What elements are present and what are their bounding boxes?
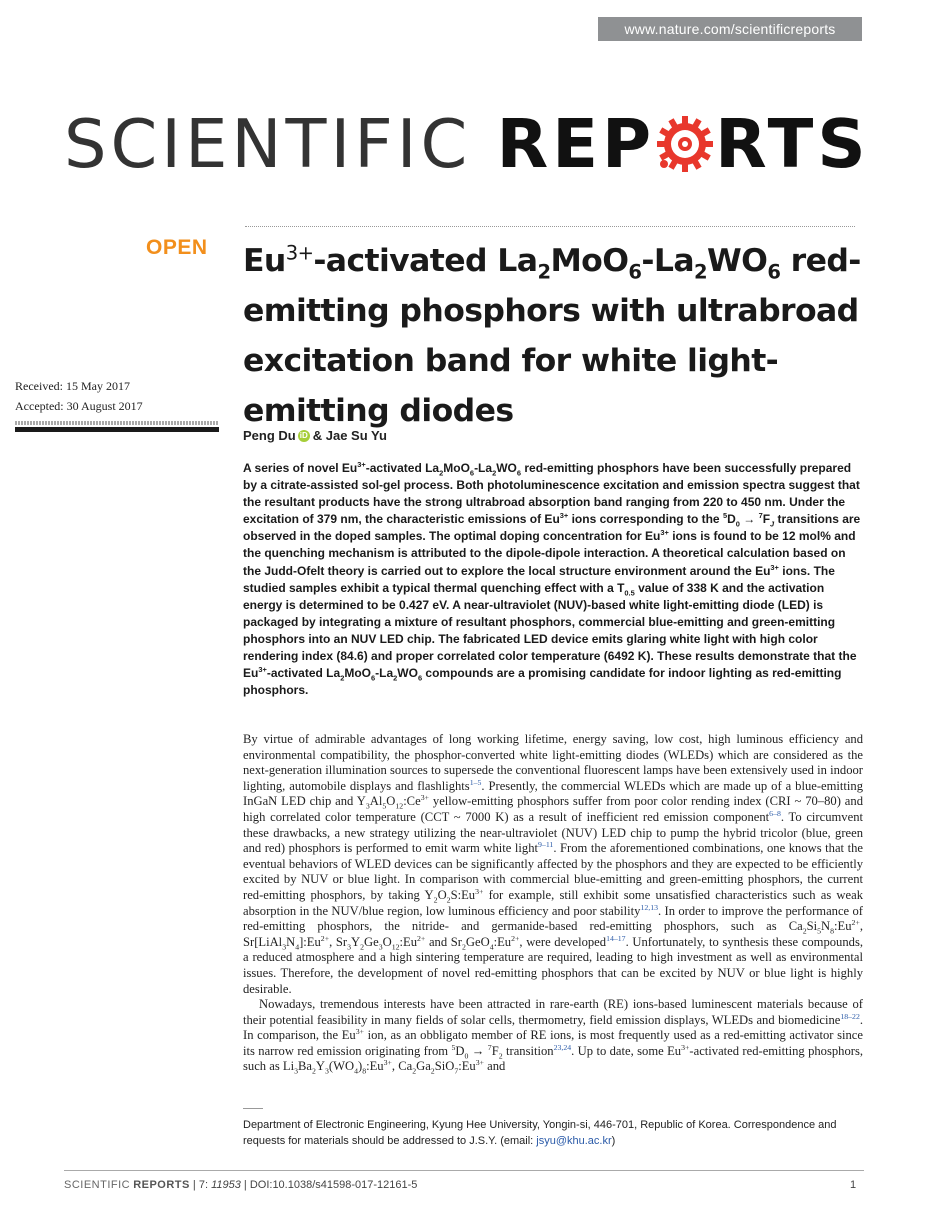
page-footer: SCIENTIFIC REPORTS | 7: 11953 | DOI:10.1038/s41598-017-12161-5	[64, 1179, 418, 1191]
author-list	[243, 428, 387, 444]
journal-url[interactable]: www.nature.com/scientificreports	[598, 17, 862, 41]
citation-link[interactable]: 14–17	[606, 933, 626, 943]
masthead-bold-pre: REP	[496, 105, 656, 183]
doi-text: | DOI:10.1038/s41598-017-12161-5	[240, 1179, 418, 1191]
gear-logo-icon	[655, 114, 715, 174]
citation-link[interactable]: 23,24	[553, 1042, 572, 1052]
correspondence-email-link[interactable]: jsyu@khu.ac.kr	[536, 1135, 612, 1147]
orcid-icon[interactable]: iD	[299, 430, 308, 440]
masthead-divider	[245, 226, 855, 227]
paragraph-2: Nowadays, tremendous interests have been attracted in rare-earth (RE) ions-based luminescent materials because of their potential feasibility in many fields of solar cells, thermometry, field emission displays, WLEDs and biomedicine$^{18-22}$. In comparison, the $Eu^{3+}$ ion, as an obbligato member of RE ions, is most frequently used as a red-emitting activator since its narrow red emission originating from $^5D_0 \to ^7F_2$ transition$^{23,24}$. Up to date, some $Eu^{3+}$-activated red-emitting phosphors, such as $Li_3Ba_2Y_3(WO_4)_8:Eu^{3+}$, $Ca_2Ga_2SiO_7:Eu^{3+}$ and	[243, 997, 863, 1076]
article-title: $Eu^{3+}$-activated $La_2MoO_6-La_2WO_6$ red-emitting phosphors with ultrabroad excitation band for white light-emitting diodes	[243, 241, 861, 429]
affiliation-divider	[243, 1108, 263, 1109]
sidebar-divider	[15, 421, 219, 435]
citation-link[interactable]: 1–5	[469, 777, 482, 787]
citation-link[interactable]: 6–8	[769, 808, 781, 818]
accepted-date: Accepted: 30 August 2017	[15, 399, 143, 413]
author-peng-du[interactable]: Peng Du	[243, 428, 296, 443]
main-text	[243, 732, 863, 1075]
abstract: A series of novel $Eu^{3+}$-activated $La_2MoO_6-La_2WO_6$ red-emitting phosphors have been successfully prepared by a citrate-assisted sol-gel process. Both photoluminescence excitation and emission spectra suggest that the resultant products have the strong ultrabroad absorption band ranging from 220 to 450 nm. Under the excitation of 379 nm, the characteristic emissions of $Eu^{3+}$ ions corresponding to the $^5D_0 \to ^7F_J$ transitions are observed in the doped samples. The optimal doping concentration for $Eu^{3+}$ ions is found to be 12 mol% and the quenching mechanism is attributed to the dipole-dipole interaction. A theoretical calculation based on the Judd-Ofelt theory is carried out to explore the local structure environment around the $Eu^{3+}$ ions. The studied samples exhibit a typical thermal quenching effect with a $T_{0.5}$ value of 338 K and the activation energy is determined to be 0.427 eV. A near-ultraviolet (NUV)-based white light-emitting diode (LED) is packaged by integrating a mixture of resultant phosphors, commercial blue-emitting and green-emitting phosphors into an NUV LED chip. The fabricated LED device emits glaring white light with high color rendering index (84.6) and proper correlated color temperature (6492 K). These results demonstrate that the $Eu^{3+}$-activated $La_2MoO_6-La_2WO_6$ compounds are a promising candidate for indoor lighting as red-emitting phosphors.	[243, 460, 861, 698]
citation-link[interactable]: 9–11	[538, 839, 554, 849]
citation-link[interactable]: 12,13	[640, 902, 658, 912]
author-jae-su-yu[interactable]: & Jae Su Yu	[312, 428, 387, 443]
masthead-bold-post: RTS	[715, 105, 870, 183]
affiliation-note: Department of Electronic Engineering, Kyung Hee University, Yongin-si, 446-701, Republic of Korea. Correspondence and requests for materials should be addressed to J.S.Y. (email: jsyu@khu.ac.kr)	[243, 1119, 837, 1147]
footer-divider	[64, 1170, 864, 1171]
citation-link[interactable]: 18–22	[840, 1011, 860, 1021]
journal-masthead	[64, 104, 870, 184]
open-access-label: OPEN	[146, 236, 208, 259]
received-date: Received: 15 May 2017	[15, 379, 130, 393]
masthead-light: SCIENTIFIC	[64, 105, 472, 183]
article-dates	[15, 376, 143, 416]
page-number: 1	[850, 1179, 857, 1191]
paragraph-1: By virtue of admirable advantages of long working lifetime, energy saving, low cost, high luminous efficiency and environmental compatibility, the phosphor-converted white light-emitting diodes (WLEDs) which are considered as the next-generation illumination sources to supersede the conventional fluorescent lamps have been extensively used in indoor lighting, automobile displays and flashlights$^{1-5}$. Presently, the commercial WLEDs which are made up of a blue-emitting InGaN LED chip and $Y_3Al_5O_{12}:Ce^{3+}$ yellow-emitting phosphors suffer from poor color rending index (CRI ~ 70–80) and high correlated color temperature (CCT ~ 7000 K) as a result of inefficient red emission component$^{6-8}$. To circumvent these drawbacks, a new strategy utilizing the near-ultraviolet (NUV) LED chip to pump the hybrid tricolor (blue, green and red) phosphors is performed to emit warm white light$^{9-11}$. From the aforementioned combinations, one knows that the eventual behaviors of WLED devices can be significantly affected by the phosphors and they are expected to be efficiently excited by NUV or blue light. In comparison with commercial blue-emitting and green-emitting phosphors, the current red-emitting phosphors, by taking $Y_2O_2S:Eu^{3+}$ for example, still exhibit some unsatisfied characteristics such as weak absorption in the NUV/blue region, low luminous efficiency and poor stability$^{12,13}$. In order to improve the performance of red-emitting phosphors, the nitride- and germanide-based red-emitting phosphors, such as $Ca_2Si_5N_8:Eu^{2+}$, $Sr[LiAl_3N_4]:Eu^{2+}$, $Sr_3Y_2Ge_3O_{12}:Eu^{2+}$ and $Sr_2GeO_4:Eu^{2+}$, were developed$^{14-17}$. Unfortunately, to synthesis these compounds, a reduced atmosphere and a high sintering temperature are required, leading to high investment as well as environmental issues. Therefore, the development of novel red-emitting phosphors that can be excited by NUV or blue light is highly desirable.	[243, 732, 863, 996]
